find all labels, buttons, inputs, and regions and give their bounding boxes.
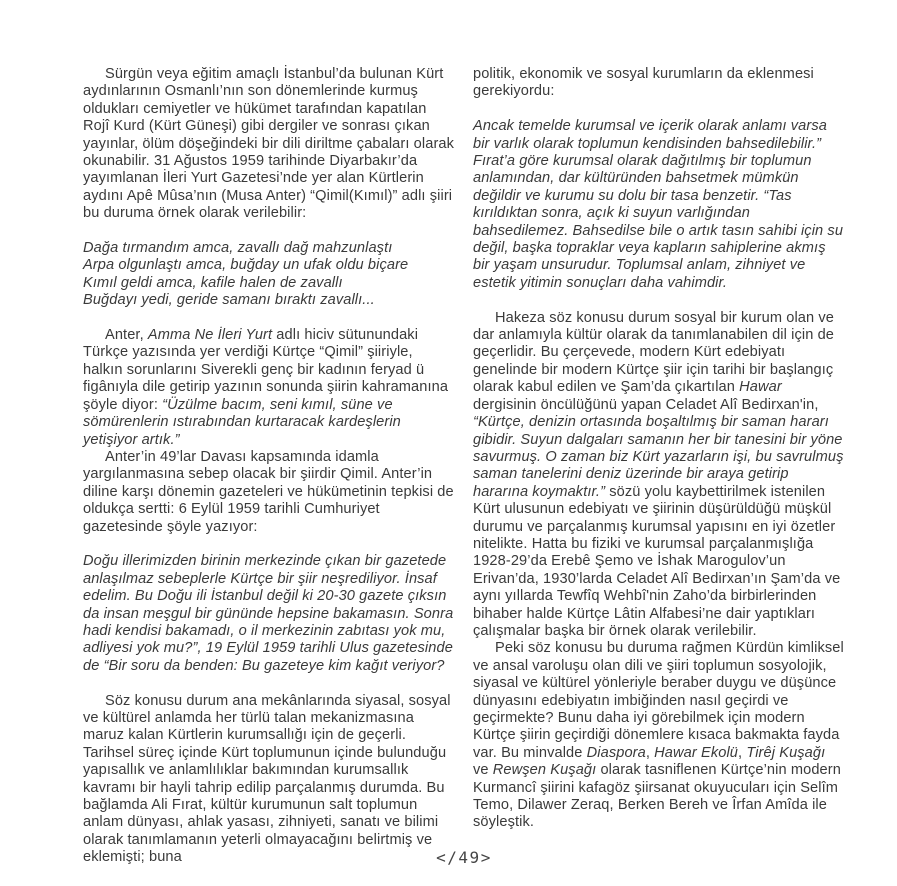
page-number: </49> — [436, 848, 492, 867]
text-run: Söz konusu durum ana mekânlarında siyasal, sosyal ve kültürel anlamda her türlü talan mekanizmasına maruz kalan Kürtlerin kurumsallığı için de geçerli. Tarihsel süreç içinde Kürt toplumunun içinde bulunduğu yapısallık ve anlamlılıklar bakımından kurumsallık kavramı bir hayli tahrip edilip parçalanmış durumda. Bu bağlamda Ali Fırat, kültür kurumunun salt toplumun anlam dünyası, ahlak yasası, zihniyeti, sanatı ve bilimi olarak tanımlamanın yeterli olmayacağını belirtmiş ve eklemişti; buna — [83, 692, 451, 866]
text-run: Anter, — [105, 327, 148, 344]
paragraph — [473, 640, 845, 831]
paragraph — [83, 693, 455, 867]
paragraph — [83, 327, 455, 449]
text-run: Hawar — [739, 379, 782, 396]
text-run: ve — [473, 762, 493, 779]
article-body — [83, 66, 845, 867]
text-run: Peki söz konusu bu duruma rağmen Kürdün kimliksel ve ansal varoluşu olan dili ve şiiri toplumun sosyolojik, siyasal ve kültürel yönleriyle beraber duygu ve düşünce dünyasını edebiyatın imbiğinden nasıl geçirdi ve geçirmekte? Bunu daha iyi görebilmek için modern Kürtçe şiirin geçirdiği dönemlere kısaca bakmakta fayda var. Bu minvalde — [473, 640, 844, 761]
text-run: , — [645, 744, 655, 761]
poem-stanza — [83, 240, 455, 310]
paragraph — [83, 449, 455, 536]
text-run: adlı hiciv sütunundaki Türkçe yazısında yer verdiği Kürtçe “Qimil” şiiriyle, halkın sorunlarını Siverekli genç bir kadının feryad ü figânıyla dile getirip yazının sonunda şiirin kahramanına şöyle diyor: — [83, 327, 449, 413]
text-run: sözü yolu kaybettirilmek istenilen Kürt ulusunun edebiyatı ve şiirinin düşürüldüğü müşkül durumu ve parçalanmış kurumsal yapısını en iyi özetler nitelikte. Hatta bu fiziki ve kurumsal parçalanmışlığa 1928-29’da Erebê Şemo ve İshak Marogulov’un Erivan’da, 1930’larda Celadet Alî Bedirxan’ın Şam’da ve aynı yıllarda Tewfîq Wehbî'nin Zaho’da birbirlerinden bihaber halde Kürtçe Lâtin Alfabesi’ne dair yaptıkları çalışmalar başka bir örnek olarak verilebilir. — [473, 483, 841, 639]
paragraph — [83, 66, 455, 223]
text-run: Ancak temelde kurumsal ve içerik olarak anlamı varsa bir varlık olarak toplumun kendisinden bahsedilebilir.” Fırat’a göre kurumsal olarak dağıtılmış bir toplumun anlamından, dar kültüründen bahsetmek mümkün değildir ve kurumu su dolu bir tasa benzetir. “Tas kırıldıktan sonra, açık ki suyun varlığından bahsedilemez. Bahsedilse bile o artık tasın sahibi için su değil, başka topraklar veya kapların sahiplerine akmış bir yaşam unsurudur. Toplumsal anlam, zihniyet ve estetik yitimin sonuçları daha vahimdir. — [473, 118, 844, 291]
text-run: , — [738, 744, 747, 761]
text-run: politik, ekonomik ve sosyal kurumların da eklenmesi gerekiyordu: — [473, 66, 814, 100]
text-run: Dağa tırmandım amca, zavallı dağ mahzunlaştı Arpa olgunlaştı amca, buğday un ufak oldu biçare Kımıl geldi amca, kafile halen de zavallı Buğdayı yedi, geride samanı bıraktı zavallı... — [83, 240, 409, 309]
text-run: Hakeza söz konusu durum sosyal bir kurum olan ve dar anlamıyla kültür olarak da tanımlanabilen dil için de geçerlidir. Bu çerçevede, modern Kürt edebiyatı genelinde bir modern Kürtçe şiir için tarihi bir başlangıç olarak kabul edilen ve Şam’da çıkartılan — [473, 309, 835, 396]
block-quote — [473, 118, 845, 292]
paragraph — [473, 310, 845, 641]
text-column-left — [83, 66, 455, 867]
text-run: Amma Ne İleri Yurt — [147, 327, 273, 344]
text-run: Hawar Ekolü — [654, 744, 739, 761]
text-column-right — [473, 66, 845, 867]
text-run: “Kürtçe, denizin ortasında boşaltılmış bir saman hararı gibidir. Suyun dalgaları samanın her bir tanesini bir yöne savurmuş. O zaman biz Kürt yazarların işi, bu savrulmuş saman tanelerini deniz üzerinde bir araya getirip hararına koymaktır.” — [473, 414, 844, 500]
text-run: Rewşen Kuşağı — [492, 762, 597, 779]
text-run: dergisinin öncülüğünü yapan Celadet Alî Bedirxan'in, — [473, 396, 819, 413]
block-quote — [83, 553, 455, 675]
text-run: Sürgün veya eğitim amaçlı İstanbul’da bulunan Kürt aydınlarının Osmanlı’nın son dönemlerinde kurmuş oldukları cemiyetler ve hükümet tarafından kapatılan Rojî Kurd (Kürt Güneşi) gibi dergiler ve sonrası çıkan yayınlar, ölüm döşeğindeki bir dili diriltme çabaları olarak okunabilir. 31 Ağustos 1959 tarihinde Diyarbakır’da yayımlanan İleri Yurt Gazetesi’nde yer alan Kürtlerin aydını Apê Mûsa’nın (Musa Anter) “Qimil(Kımıl)” adlı şiiri bu duruma örnek olarak verilebilir: — [83, 66, 455, 222]
text-run: Doğu illerimizden birinin merkezinde çıkan bir gazetede anlaşılmaz sebeplerle Kürtçe bir şiir neşrediliyor. İnsaf edelim. Bu Doğu ili İstanbul değil ki 20-30 gazete çıksın da insan meşgul bir gününde hepsine bakamasın. Sonra hadi kendisi bakamadı, o il merkezinin zabıtası yok mu, adliyesi yok mu?”, 19 Eylül 1959 tarihli Ulus gazetesinde de “Bir soru da benden: Bu gazeteye kim kağıt veriyor? — [83, 553, 454, 674]
text-run: “Üzülme bacım, seni kımıl, süne ve sömürenlerin ıstırabından kurtaracak kardeşlerin yetişiyor artık.” — [83, 396, 401, 448]
text-run: Diaspora — [586, 744, 646, 761]
text-run: Tirêj Kuşağı — [746, 744, 826, 761]
paragraph — [473, 66, 845, 101]
text-run: Anter’in 49’lar Davası kapsamında idamla yargılanmasına sebep olacak bir şiirdir Qimil. Anter’in diline karşı dönemin gazeteleri ve hükümetinin tepkisi de oldukça sertti: 6 Eylül 1959 tarihli Cumhuriyet gazetesinde şöyle yazıyor: — [83, 448, 454, 535]
text-run: olarak tasniflenen Kürtçe’nin modern Kurmancî şiirini kafagöz şiirsanat okuyucuları için Selîm Temo, Dilawer Zeraq, Berken Bereh ve Îrfan Amîda ile söyleştik. — [473, 762, 841, 831]
